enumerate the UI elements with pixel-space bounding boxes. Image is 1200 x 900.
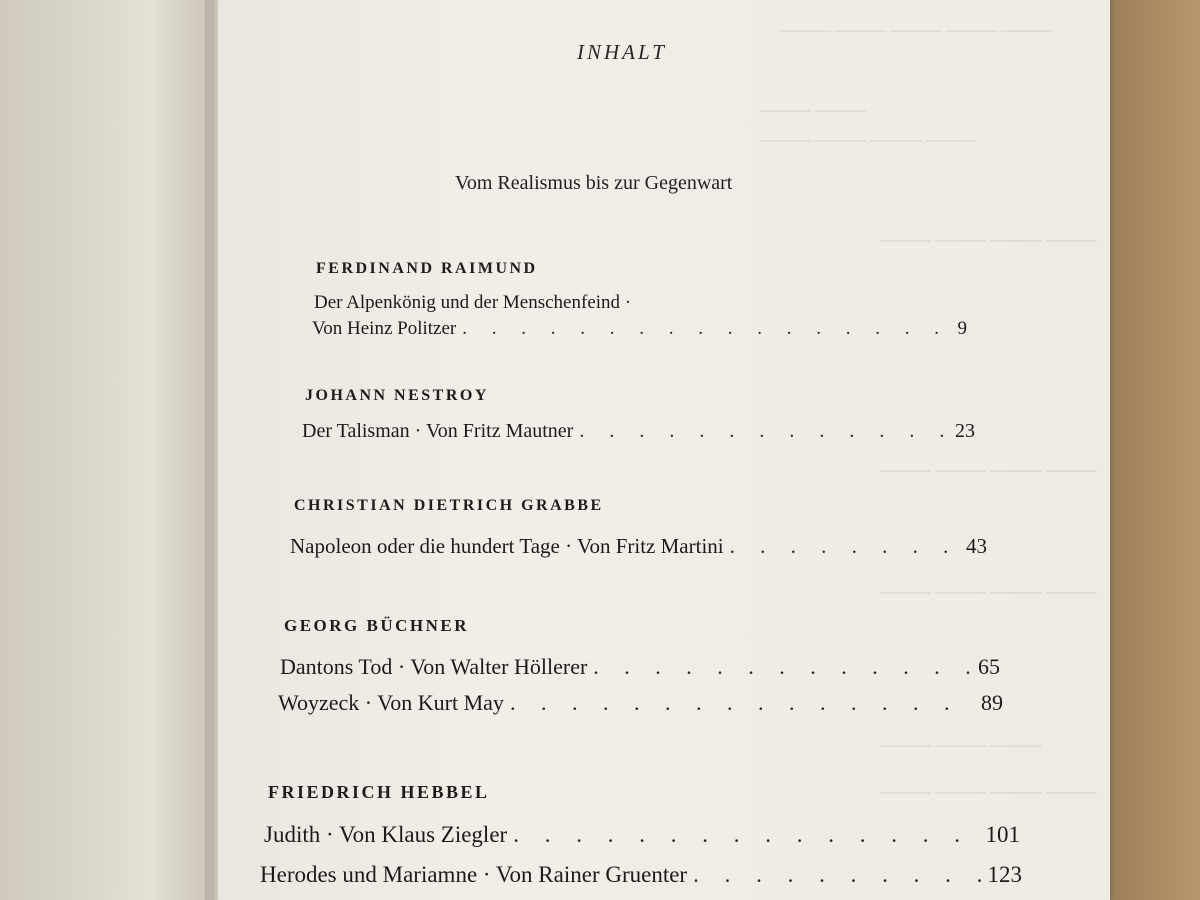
toc-page-number: 101 bbox=[985, 822, 1020, 847]
show-through-text: ——— ——— ——— bbox=[880, 735, 1042, 754]
toc-entry-title: Dantons Tod · Von Walter Höllerer bbox=[280, 654, 588, 679]
leader-dots bbox=[513, 822, 979, 848]
author-heading: GEORG BÜCHNER bbox=[284, 616, 470, 635]
toc-entry-title: Der Alpenkönig und der Menschenfeind · bbox=[314, 292, 632, 313]
page-title: INHALT bbox=[577, 40, 667, 64]
toc-entry bbox=[260, 862, 1022, 888]
toc-entry-title: Napoleon oder die hundert Tage · Von Fritz Martini bbox=[290, 534, 724, 558]
author-heading: FRIEDRICH HEBBEL bbox=[268, 782, 490, 802]
toc-page-number: 9 bbox=[957, 318, 967, 339]
toc-entry-title: Woyzeck · Von Kurt May bbox=[278, 690, 504, 715]
toc-page-number: 43 bbox=[966, 534, 987, 558]
toc-entry-title: Herodes und Mariamne · Von Rainer Gruenter bbox=[260, 862, 688, 887]
leader-dots bbox=[730, 534, 960, 559]
toc-entry-title: Der Talisman · Von Fritz Mautner bbox=[302, 420, 574, 442]
leader-dots bbox=[593, 654, 972, 680]
toc-page-number: 123 bbox=[987, 862, 1022, 887]
leader-dots bbox=[693, 862, 981, 888]
show-through-text: ——— ——— ——— ——— bbox=[760, 130, 977, 149]
toc-page-number: 23 bbox=[955, 420, 975, 442]
show-through-text: ——— ——— ——— ——— bbox=[880, 782, 1097, 801]
show-through-text: ——— ——— ——— ——— ——— bbox=[780, 20, 1052, 39]
toc-entry bbox=[278, 690, 1003, 716]
toc-entry-title: Von Heinz Politzer bbox=[312, 318, 457, 339]
toc-entry bbox=[290, 534, 987, 559]
show-through-text: ——— ——— ——— ——— bbox=[880, 460, 1097, 479]
show-through-text: ——— ——— bbox=[760, 100, 867, 119]
author-heading: CHRISTIAN DIETRICH GRABBE bbox=[294, 497, 604, 514]
show-through-text: ——— ——— ——— ——— bbox=[880, 230, 1097, 249]
toc-entry-title: Judith · Von Klaus Ziegler bbox=[264, 822, 508, 847]
table-background bbox=[1105, 0, 1200, 900]
author-heading: FERDINAND RAIMUND bbox=[316, 260, 538, 277]
left-page bbox=[0, 0, 215, 900]
toc-page-number: 89 bbox=[981, 690, 1003, 715]
leader-dots bbox=[510, 690, 975, 716]
toc-entry bbox=[312, 318, 967, 340]
leader-dots bbox=[579, 420, 949, 443]
section-heading: Vom Realismus bis zur Gegenwart bbox=[455, 172, 733, 194]
toc-entry bbox=[280, 654, 1000, 680]
show-through-text: ——— ——— ——— ——— bbox=[880, 582, 1097, 601]
toc-entry bbox=[264, 822, 1020, 848]
toc-page-number: 65 bbox=[978, 654, 1000, 679]
author-heading: JOHANN NESTROY bbox=[305, 387, 489, 404]
toc-entry bbox=[302, 420, 975, 443]
leader-dots bbox=[462, 318, 951, 340]
